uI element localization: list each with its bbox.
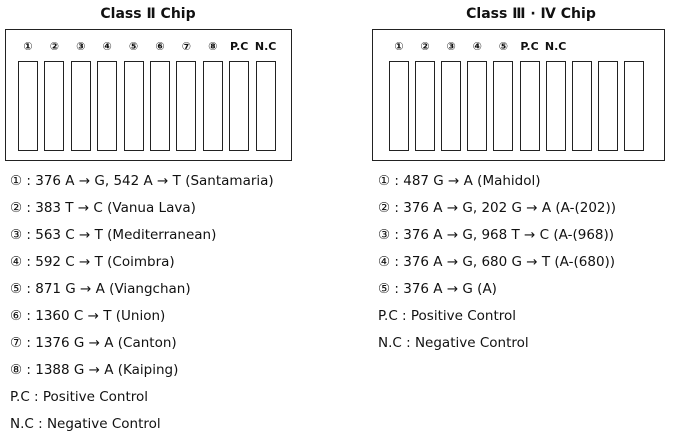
class2-column-label: ④ bbox=[102, 40, 112, 53]
class2-slot bbox=[203, 61, 223, 151]
class34-column-label: N.C bbox=[544, 40, 567, 53]
class2-legend bbox=[10, 168, 274, 438]
class2-column-label: ⑥ bbox=[155, 40, 165, 53]
class34-legend-item: ① : 487 G → A (Mahidol) bbox=[378, 173, 541, 189]
class2-column-label: ① bbox=[23, 40, 33, 53]
class2-slot bbox=[97, 61, 117, 151]
class34-slot bbox=[572, 61, 592, 151]
class2-legend-item: ⑥ : 1360 C → T (Union) bbox=[10, 308, 166, 324]
class34-slot bbox=[624, 61, 644, 151]
class2-slot bbox=[256, 61, 276, 151]
class2-slot bbox=[124, 61, 144, 151]
class34-slot bbox=[493, 61, 513, 151]
class2-column-label: ⑧ bbox=[208, 40, 218, 53]
class2-column-label: P.C bbox=[230, 40, 249, 53]
class2-slot bbox=[176, 61, 196, 151]
class34-slot bbox=[389, 61, 409, 151]
class2-column-label: ③ bbox=[76, 40, 86, 53]
class2-slot bbox=[71, 61, 91, 151]
class2-slot bbox=[229, 61, 249, 151]
class2-legend-item: N.C : Negative Control bbox=[10, 416, 161, 432]
class2-column-label: ② bbox=[49, 40, 60, 53]
class2-column-label: N.C bbox=[254, 40, 277, 53]
class34-legend-item: ④ : 376 A → G, 680 G → T (A-(680)) bbox=[378, 254, 616, 270]
class34-legend-item: ② : 376 A → G, 202 G → A (A-(202)) bbox=[378, 200, 617, 216]
class2-column-label: ⑦ bbox=[181, 40, 192, 53]
class34-slot bbox=[415, 61, 435, 151]
class34-slot bbox=[441, 61, 461, 151]
class34-legend-item: N.C : Negative Control bbox=[378, 335, 529, 351]
class34-legend-item: ③ : 376 A → G, 968 T → C (A-(968)) bbox=[378, 227, 615, 243]
class2-legend-item: ⑧ : 1388 G → A (Kaiping) bbox=[10, 362, 179, 378]
class2-slot bbox=[150, 61, 170, 151]
class34-column-label: ③ bbox=[446, 40, 456, 53]
class34-slot bbox=[520, 61, 540, 151]
class2-title: Class Ⅱ Chip bbox=[100, 6, 196, 22]
class34-column-label: ① bbox=[394, 40, 404, 53]
class2-legend-item: ④ : 592 C → T (Coimbra) bbox=[10, 254, 175, 270]
class34-legend-item: ⑤ : 376 A → G (A) bbox=[378, 281, 497, 297]
class2-slot bbox=[18, 61, 38, 151]
class34-column-label: P.C bbox=[520, 40, 539, 53]
class34-column-label: ② bbox=[420, 40, 430, 53]
class2-legend-item: ⑦ : 1376 G → A (Canton) bbox=[10, 335, 177, 351]
class34-column-label: ⑤ bbox=[498, 40, 509, 53]
class34-slot bbox=[467, 61, 487, 151]
class2-column-label: ⑤ bbox=[128, 40, 139, 53]
class2-legend-item: ② : 383 T → C (Vanua Lava) bbox=[10, 200, 196, 216]
class2-legend-item: ① : 376 A → G, 542 A → T (Santamaria) bbox=[10, 173, 274, 189]
class34-legend bbox=[378, 168, 616, 357]
class2-legend-item: P.C : Positive Control bbox=[10, 389, 149, 405]
class34-slot bbox=[598, 61, 618, 151]
class34-legend-item: P.C : Positive Control bbox=[378, 308, 517, 324]
class34-title: Class Ⅲ · Ⅳ Chip bbox=[466, 6, 596, 22]
class2-slot bbox=[44, 61, 64, 151]
class2-legend-item: ③ : 563 C → T (Mediterranean) bbox=[10, 227, 217, 243]
class34-column-label: ④ bbox=[472, 40, 482, 53]
class34-slot bbox=[546, 61, 566, 151]
class2-legend-item: ⑤ : 871 G → A (Viangchan) bbox=[10, 281, 191, 297]
